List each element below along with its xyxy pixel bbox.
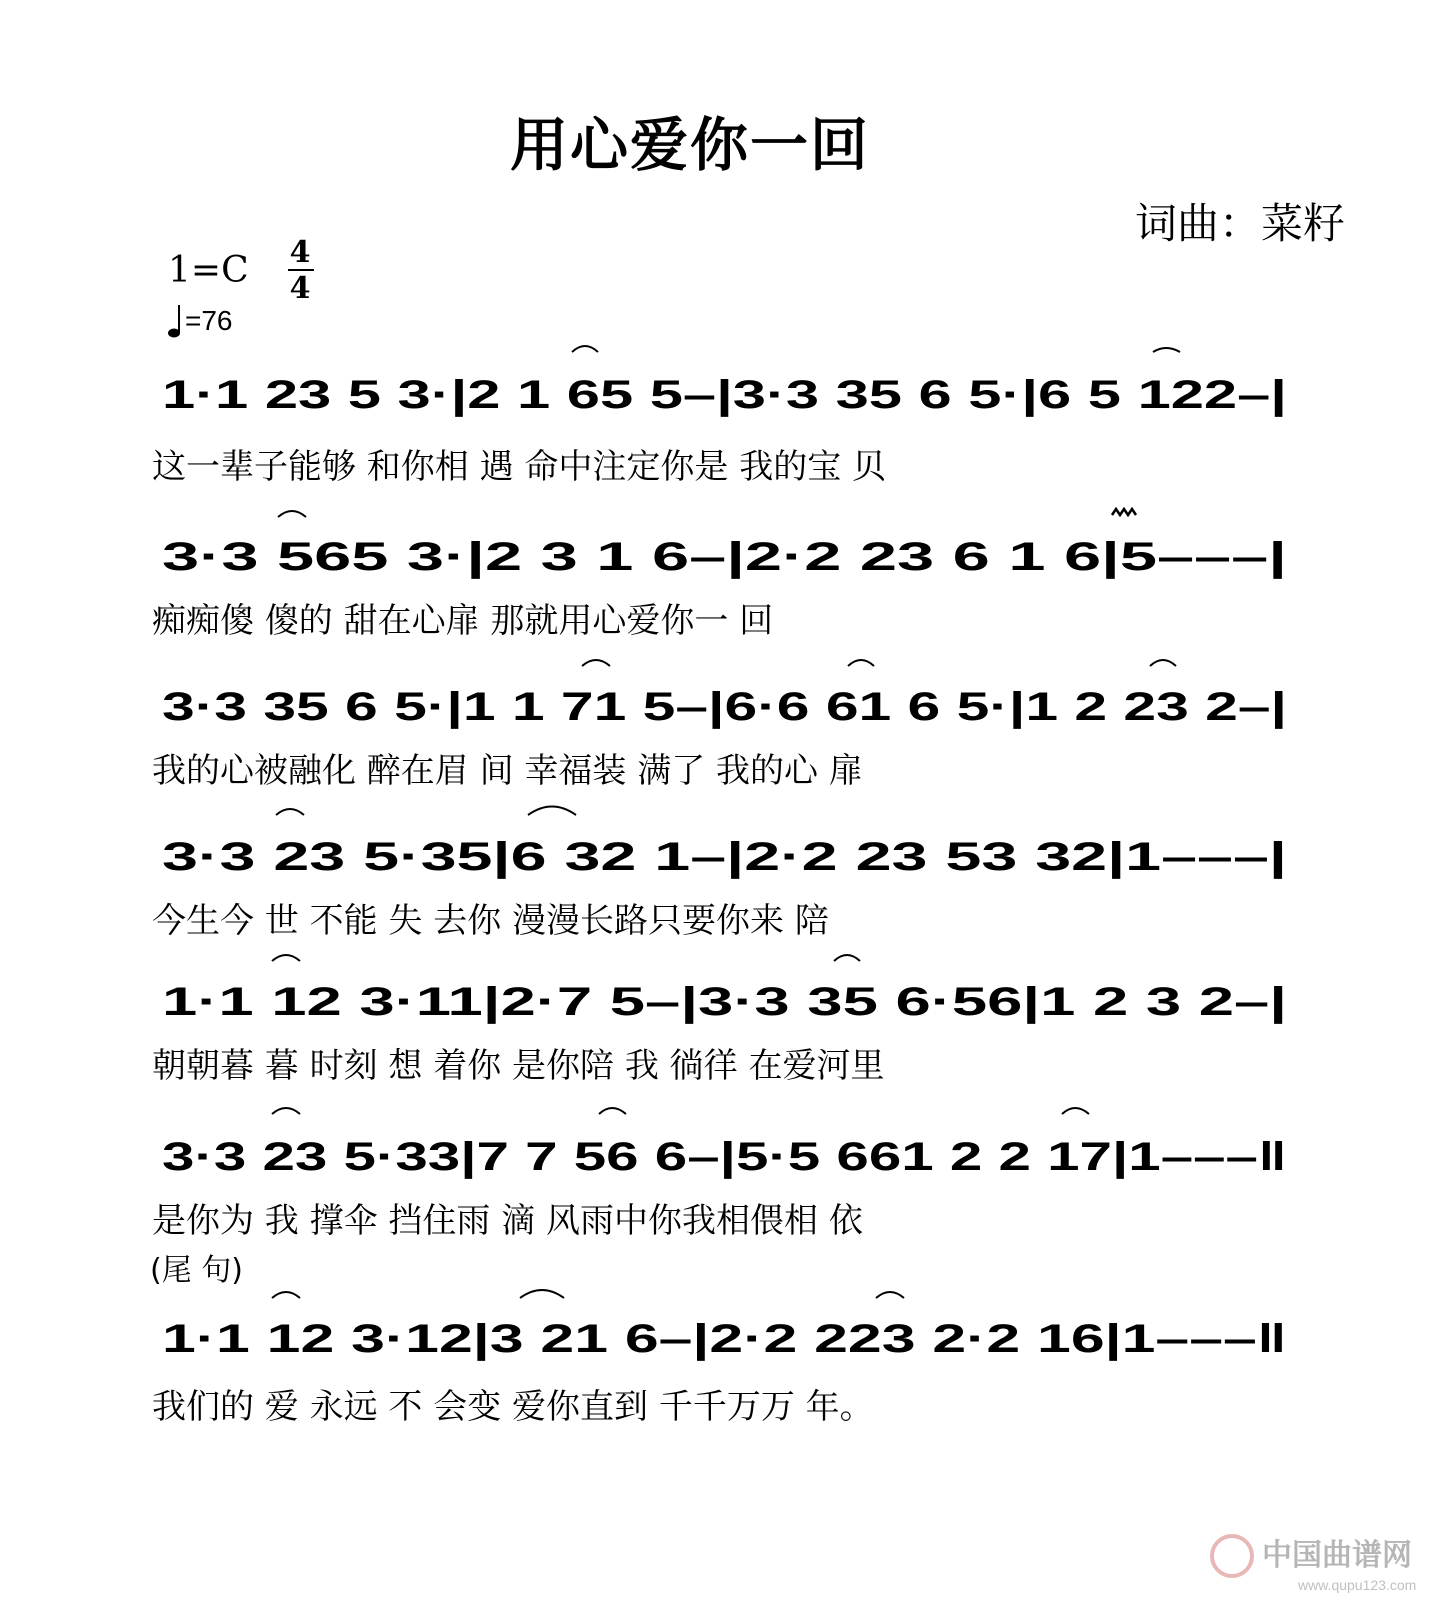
slur [572,346,598,352]
trill-icon [1112,509,1136,515]
tempo-marking [168,305,233,338]
slur [834,955,860,961]
tail-section-label: (尾 句) [150,1253,243,1288]
slur [876,1292,904,1298]
slur [272,955,300,961]
watermark-url: www.qupu123.com [1298,1577,1417,1593]
time-signature-top: 4 [289,235,311,270]
notation-row: 1·1 12 3·12|3 21 6–|2·2 223 2·2 16|1–––‖ [162,1317,1287,1361]
slur [278,511,306,517]
lyric-row: 这一辈子能够 和你相 遇 命中注定你是 我的宝 贝 [152,447,887,487]
time-signature-bottom: 4 [289,271,311,306]
slur [276,809,304,815]
notation-row: 3·3 35 6 5·|1 1 71 5–|6·6 61 6 5·|1 2 23 2–| [162,685,1287,729]
watermark [1212,1536,1416,1593]
lyric-row: 痴痴傻 傻的 甜在心扉 那就用心爱你一 回 [152,601,774,641]
lyric-row: 是你为 我 撑伞 挡住雨 滴 风雨中你我相偎相 依 [152,1201,863,1241]
slur [1062,1108,1089,1114]
lyric-row: 我们的 爱 永远 不 会变 爱你直到 千千万万 年。 [152,1387,874,1427]
slur [520,1290,564,1298]
song-title: 用心爱你一回 [509,111,871,179]
lyric-row: 我的心被融化 醉在眉 间 幸福装 满了 我的心 扉 [152,751,863,791]
system-4 [152,835,1287,941]
slur [599,1108,626,1114]
slur [528,807,576,816]
lyric-row: 今生今 世 不能 失 去你 漫漫长路只要你来 陪 [152,901,829,941]
lyricist-composer-credit: 词曲：菜籽 [1135,199,1346,248]
lyric-row: 朝朝暮 暮 时刻 想 着你 是你陪 我 徜徉 在爱河里 [152,1046,885,1086]
notation-row: 3·3 565 3·|2 3 1 6–|2·2 23 6 1 6|5–––| [162,535,1287,579]
system-1 [152,373,1287,487]
notation-row: 3·3 23 5·35|6 32 1–|2·2 23 53 32|1–––| [162,835,1287,879]
notation-row: 1·1 12 3·11|2·7 5–|3·3 35 6·56|1 2 3 2–| [162,980,1287,1024]
site-logo-icon [1212,1536,1252,1576]
notation-row: 3·3 23 5·33|7 7 56 6–|5·5 661 2 2 17|1–––‖ [162,1135,1287,1179]
tempo-value: =76 [185,305,233,336]
slur [848,660,874,666]
slur [1153,348,1180,352]
slur [582,660,610,666]
time-signature [288,235,314,306]
slur [272,1292,300,1298]
key-signature: 1=C [168,250,249,291]
watermark-brand: 中国曲谱网 [1262,1538,1412,1573]
system-2 [152,535,1287,641]
system-7 [152,1317,1287,1427]
slur [272,1108,300,1114]
slur [1150,660,1176,666]
system-5 [152,980,1287,1086]
notation-row: 1·1 23 5 3·|2 1 65 5–|3·3 35 6 5·|6 5 122–| [162,373,1287,417]
system-6 [152,1135,1287,1241]
system-3 [152,685,1287,791]
